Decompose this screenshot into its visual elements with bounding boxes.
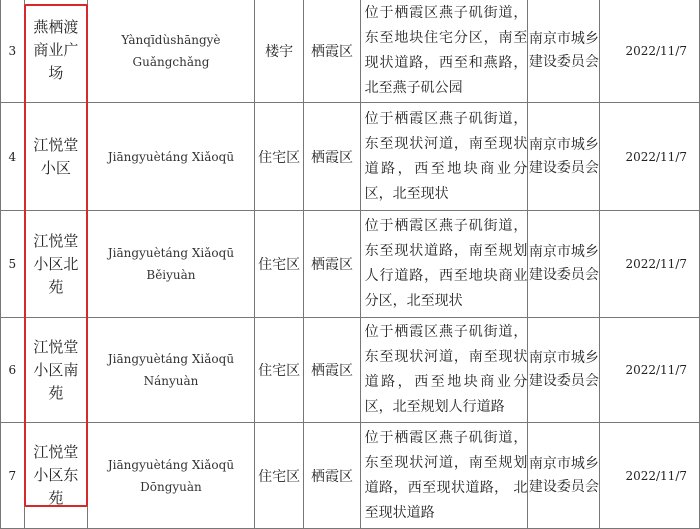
approval-date: 2022/11/7 [600,211,700,318]
approval-authority: 南京市城乡建设委员会 [528,0,600,103]
place-type: 住宅区 [254,318,303,423]
approval-date: 2022/11/7 [600,0,700,103]
district: 栖霞区 [304,103,360,211]
place-pinyin: Jiāngyuètáng Xiǎoqū [87,103,254,211]
row-number: 7 [1,423,25,529]
place-name: 江悦堂小区南苑 [24,318,87,423]
table-row [1,318,700,423]
place-type: 住宅区 [254,103,303,211]
place-name: 江悦堂小区 [24,103,87,211]
district: 栖霞区 [304,211,360,318]
row-number: 5 [1,211,25,318]
row-number: 4 [1,103,25,211]
row-number: 3 [1,0,25,103]
location-description: 位于栖霞区燕子矶街道，东至现状道路，南至规划人行道路，西至地块商业分区，北至现状 [360,211,528,318]
district: 栖霞区 [304,318,360,423]
location-description: 位于栖霞区燕子矶街道，东至现状河道，南至现状道路，西至地块商业分区，北至现状 [360,103,528,211]
place-pinyin: Jiāngyuètáng Xiǎoqū Běiyuàn [87,211,254,318]
district: 栖霞区 [304,423,360,529]
place-type: 楼宇 [254,0,303,103]
table-row [1,103,700,211]
table-row [1,0,700,103]
place-name: 江悦堂小区北苑 [24,211,87,318]
approval-date: 2022/11/7 [600,423,700,529]
place-name: 燕栖渡商业广场 [24,0,87,103]
approval-authority: 南京市城乡建设委员会 [528,103,600,211]
place-type: 住宅区 [254,211,303,318]
district: 栖霞区 [304,0,360,103]
place-type: 住宅区 [254,423,303,529]
place-pinyin: Jiāngyuètáng Xiǎoqū Nányuàn [87,318,254,423]
row-number: 6 [1,318,25,423]
table-row [1,423,700,529]
approval-date: 2022/11/7 [600,103,700,211]
location-description: 位于栖霞区燕子矶街道，东至地块住宅分区，南至现状道路，西至和燕路，北至燕子矶公园 [360,0,528,103]
table-row [1,211,700,318]
approval-authority: 南京市城乡建设委员会 [528,211,600,318]
place-pinyin: Yànqīdùshāngyè Guǎngchǎng [87,0,254,103]
approval-authority: 南京市城乡建设委员会 [528,423,600,529]
place-pinyin: Jiāngyuètáng Xiǎoqū Dōngyuàn [87,423,254,529]
place-name: 江悦堂小区东苑 [24,423,87,529]
approval-date: 2022/11/7 [600,318,700,423]
location-description: 位于栖霞区燕子矶街道，东至现状河道，南至规划道路，西至现状道路， 北至现状道路 [360,423,528,529]
location-description: 位于栖霞区燕子矶街道，东至现状河道，南至现状道路，西至地块商业分区，北至规划人行道路 [360,318,528,423]
approval-authority: 南京市城乡建设委员会 [528,318,600,423]
